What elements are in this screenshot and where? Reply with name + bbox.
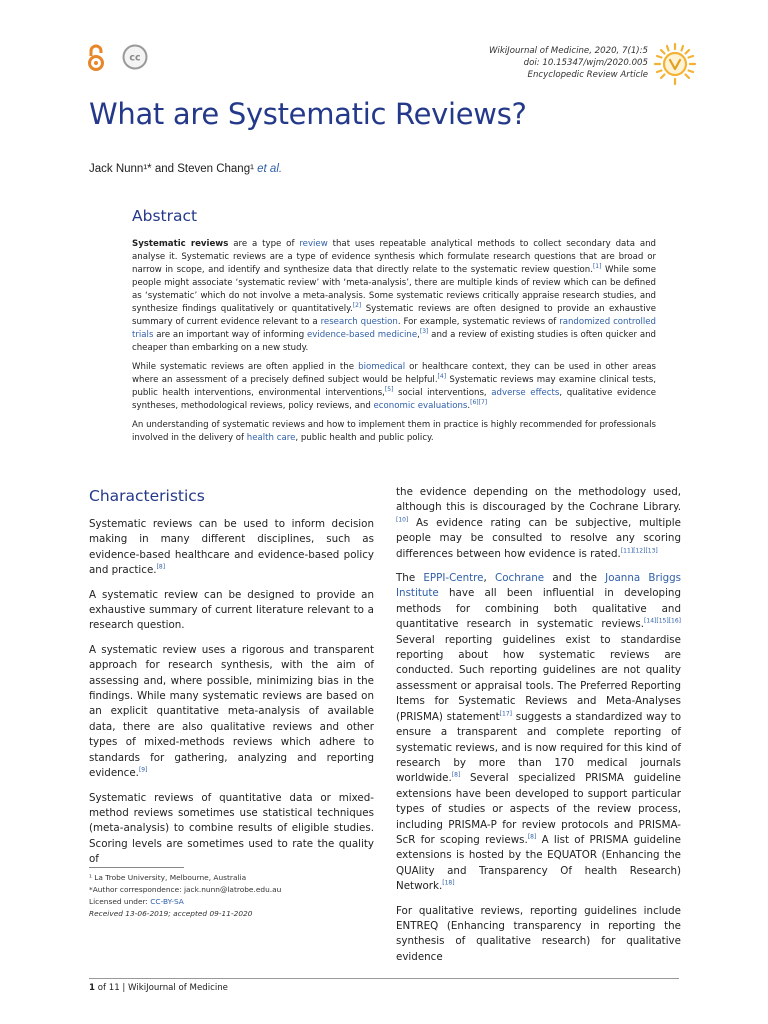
body-text: The <box>396 572 424 585</box>
creative-commons-icon <box>122 44 148 70</box>
abstract-text: and a review of existing studies is often quicker and cheaper than embarking on a new study. <box>132 330 657 353</box>
page-number: 1 <box>89 983 95 993</box>
citation-ref[interactable]: [8] <box>451 771 461 779</box>
abstract-lead-term: Systematic reviews <box>132 239 229 249</box>
citation-ref[interactable]: [17] <box>499 710 512 718</box>
link-health-care[interactable]: health care <box>246 433 296 443</box>
authors <box>89 163 282 175</box>
abstract-text: are a type of <box>228 239 300 249</box>
abstract-text: , qualitative evidence syntheses, methodological reviews, policy reviews, and <box>132 388 656 411</box>
abstract-body <box>132 238 656 451</box>
body-paragraph <box>89 791 374 868</box>
received-note: Received 13-06-2019; accepted 09-11-2020 <box>89 909 253 918</box>
right-column <box>396 485 681 974</box>
body-text: A list of PRISMA guideline extensions is hosted by the EQUATOR (Enhancing the QUAlity and Transparency Of health Research) Network. <box>396 833 682 893</box>
affiliation-note: ¹ La Trobe University, Melbourne, Australia <box>89 873 247 882</box>
body-text: have all been influential in developing methods for combining both qualitative and quantitative research in systematic reviews. <box>396 587 681 631</box>
abstract-text: social interventions, <box>393 388 492 398</box>
article-title: What are Systematic Reviews? <box>89 97 527 131</box>
abstract-text: Systematic reviews may examine clinical tests, public health interventions, environmental interventions, <box>132 375 656 398</box>
abstract-paragraph-2: While systematic reviews are often applied in the biomedical or healthcare context, they can be used in other areas where an assessment of a precisely defined subject would be helpful.[4] Systematic reviews may examine clinical tests, public health interventions, environmental interventions,[5] social interventions, adverse effects, qualitative evidence syntheses, methodological reviews, policy reviews, and economic evaluations.[6][7] <box>132 362 657 411</box>
et-al-link[interactable]: et al. <box>257 163 283 175</box>
link-research-question[interactable]: research question <box>320 317 398 327</box>
body-paragraph <box>89 588 374 634</box>
citation-ref[interactable]: [2] <box>352 302 362 310</box>
footer-separator: | <box>119 983 129 993</box>
body-text: A systematic review can be designed to provide an exhaustive summary of current literature relevant to a research question. <box>89 588 374 632</box>
page-total: of 11 <box>94 983 120 993</box>
link-evidence-based-medicine[interactable]: evidence-based medicine <box>306 330 418 340</box>
journal-citation: WikiJournal of Medicine, 2020, 7(1):5 <box>488 46 648 56</box>
author-names: Jack Nunn¹* and Steven Chang¹ <box>89 163 254 175</box>
footnote-divider <box>89 867 184 868</box>
correspondence-note: *Author correspondence: jack.nunn@latrobe.edu.au <box>89 885 282 894</box>
citation-ref[interactable]: [8] <box>156 563 166 571</box>
link-review[interactable]: review <box>299 239 328 249</box>
journal-doi: doi: 10.15347/wjm/2020.005 <box>523 58 648 68</box>
footer-divider <box>89 978 679 979</box>
body-text: and the <box>544 572 606 585</box>
article-type: Encyclopedic Review Article <box>527 70 648 80</box>
link-economic-evaluations[interactable]: economic evaluations <box>373 401 468 411</box>
citation-ref[interactable]: [10] <box>396 516 409 524</box>
abstract-text: that uses repeatable analytical methods to collect secondary data and analyse it. Systematic reviews are a type of evidence synthesis which formulate research questions that are broad or narrow in scope, and identify and synthesize data that directly relate to the systematic review question. <box>132 239 656 275</box>
body-paragraph <box>396 571 681 895</box>
abstract-text: or healthcare context, they can be used in other areas where an assessment of a precisely defined subject would be helpful. <box>132 362 657 385</box>
abstract-paragraph-1: Systematic reviews are a type of review that uses repeatable analytical methods to collect secondary data and analyse it. Systematic reviews are a type of evidence synthesis which formulate research questions that are broad or narrow in scope, and identify and synthesize data that directly relate to the systematic review question.[1] While some people might associate ‘systematic review’ with ‘meta-analysis’, there are multiple kinds of review which can be defined as ‘systematic’ which do not involve a meta-analysis. Some systematic reviews critically appraise research studies, and synthesize findings qualitatively or quantitatively.[2] Systematic reviews are often designed to provide an exhaustive summary of current evidence relevant to a research question. For example, systematic reviews of randomized controlled trials are an important way of informing evidence-based medicine,[3] and a review of existing studies is often quicker and cheaper than embarking on a new study. <box>132 239 657 353</box>
body-text: For qualitative reviews, reporting guidelines include ENTREQ (Enhancing transparency in reporting the synthesis of qualitative research) for qualitative evidence <box>396 904 681 963</box>
abstract-paragraph-3 <box>132 419 656 445</box>
body-paragraph <box>89 643 374 782</box>
body-text: Several reporting guidelines exist to standardise reporting about how systematic reviews are conducted. Such reporting guidelines are not quality assessment or appraisal tools. The Preferred Reporting Items for Systematic Reviews and Meta-Analyses (PRISMA) statement <box>396 633 681 723</box>
body-text: A systematic review uses a rigorous and transparent approach for research synthesis, with the aim of assessing and, where possible, minimizing bias in the findings. While many systematic reviews are based on an explicit quantitative meta-analysis of available data, there are also qualitative reviews and other types of mixed-methods reviews which adhere to standards for gathering, analyzing and reporting evidence. <box>89 643 374 780</box>
page-footer <box>89 983 228 993</box>
body-paragraph <box>396 485 681 562</box>
journal-info <box>489 45 648 81</box>
link-joanna-briggs-institute[interactable]: Joanna Briggs Institute <box>396 572 682 600</box>
license-note <box>89 896 281 908</box>
body-text: Several specialized PRISMA guideline extensions have been developed to support particular types of studies or aspects of the review process, including PRISMA-P for review protocols and PRISMA-ScR for scoping reviews. <box>396 772 681 846</box>
footnotes <box>89 872 281 920</box>
abstract-text: While some people might associate ‘systematic review’ with ‘meta-analysis’, there are multiple kinds of review which can be defined as ‘systematic’ which do not involve a meta-analysis. Some systematic reviews critically appraise research studies, and synthesize findings qualitatively or quantitatively. <box>132 265 656 314</box>
link-adverse-effects[interactable]: adverse effects <box>491 388 560 398</box>
characteristics-heading: Characteristics <box>89 487 205 505</box>
body-text: the evidence depending on the methodology used, although this is discouraged by the Cochrane Library. <box>396 486 681 514</box>
citation-ref[interactable]: [14][15][16] <box>644 617 681 625</box>
abstract-text: Systematic reviews are often designed to provide an exhaustive summary of current evidence relevant to a <box>132 304 657 327</box>
body-text: Systematic reviews of quantitative data or mixed-method reviews sometimes use statistical techniques (meta-analysis) to combine results of eligible studies. Scoring levels are sometimes used to rate the quality of <box>89 791 374 866</box>
abstract-text: , public health and public policy. <box>295 433 434 443</box>
link-biomedical[interactable]: biomedical <box>358 362 406 372</box>
citation-ref[interactable]: [1] <box>592 263 602 271</box>
abstract-text: are an important way of informing <box>153 330 307 340</box>
link-eppi-centre[interactable]: EPPI-Centre <box>423 572 484 585</box>
link-randomized-controlled-trials[interactable]: randomized controlled trials <box>132 317 656 340</box>
open-access-icon <box>86 44 106 72</box>
link-cochrane[interactable]: Cochrane <box>495 572 545 585</box>
body-text: suggests a standardized way to ensure a transparent and complete reporting of systematic reviews, and is now required for this kind of research by more than 170 medical journals worldwide. <box>396 710 681 785</box>
left-column <box>89 517 374 877</box>
abstract-text: An understanding of systematic reviews and how to implement them in practice is highly recommended for professionals involved in the delivery of <box>132 420 656 443</box>
abstract-text: While systematic reviews are often applied in the <box>132 362 359 372</box>
footer-journal: WikiJournal of Medicine <box>128 983 228 993</box>
svg-text:cc: cc <box>129 52 141 64</box>
citation-ref[interactable]: [4] <box>437 373 447 381</box>
body-text: , <box>483 572 496 585</box>
citation-ref[interactable]: [6][7] <box>470 399 488 407</box>
license-link[interactable]: CC-BY-SA <box>150 897 184 906</box>
body-paragraph <box>89 517 374 579</box>
body-text: Systematic reviews can be used to inform decision making in many different disciplines, such as evidence-based healthcare and evidence-based policy and practice. <box>89 518 374 577</box>
license-label: Licensed under: <box>89 897 151 906</box>
abstract-heading: Abstract <box>132 207 198 225</box>
citation-ref[interactable]: [5] <box>384 386 394 394</box>
citation-ref[interactable]: [11][12][13] <box>620 547 658 555</box>
wikijournal-logo <box>653 42 697 86</box>
citation-ref[interactable]: [9] <box>138 766 148 774</box>
citation-ref[interactable]: [8] <box>527 833 537 841</box>
citation-ref[interactable]: [18] <box>442 879 455 887</box>
abstract-text: . For example, systematic reviews of <box>397 317 560 327</box>
body-paragraph <box>396 904 681 966</box>
citation-ref[interactable]: [3] <box>419 328 429 336</box>
body-text: As evidence rating can be subjective, multiple people may be consulted to resolve any scoring differences between how evidence is rated. <box>396 516 681 560</box>
